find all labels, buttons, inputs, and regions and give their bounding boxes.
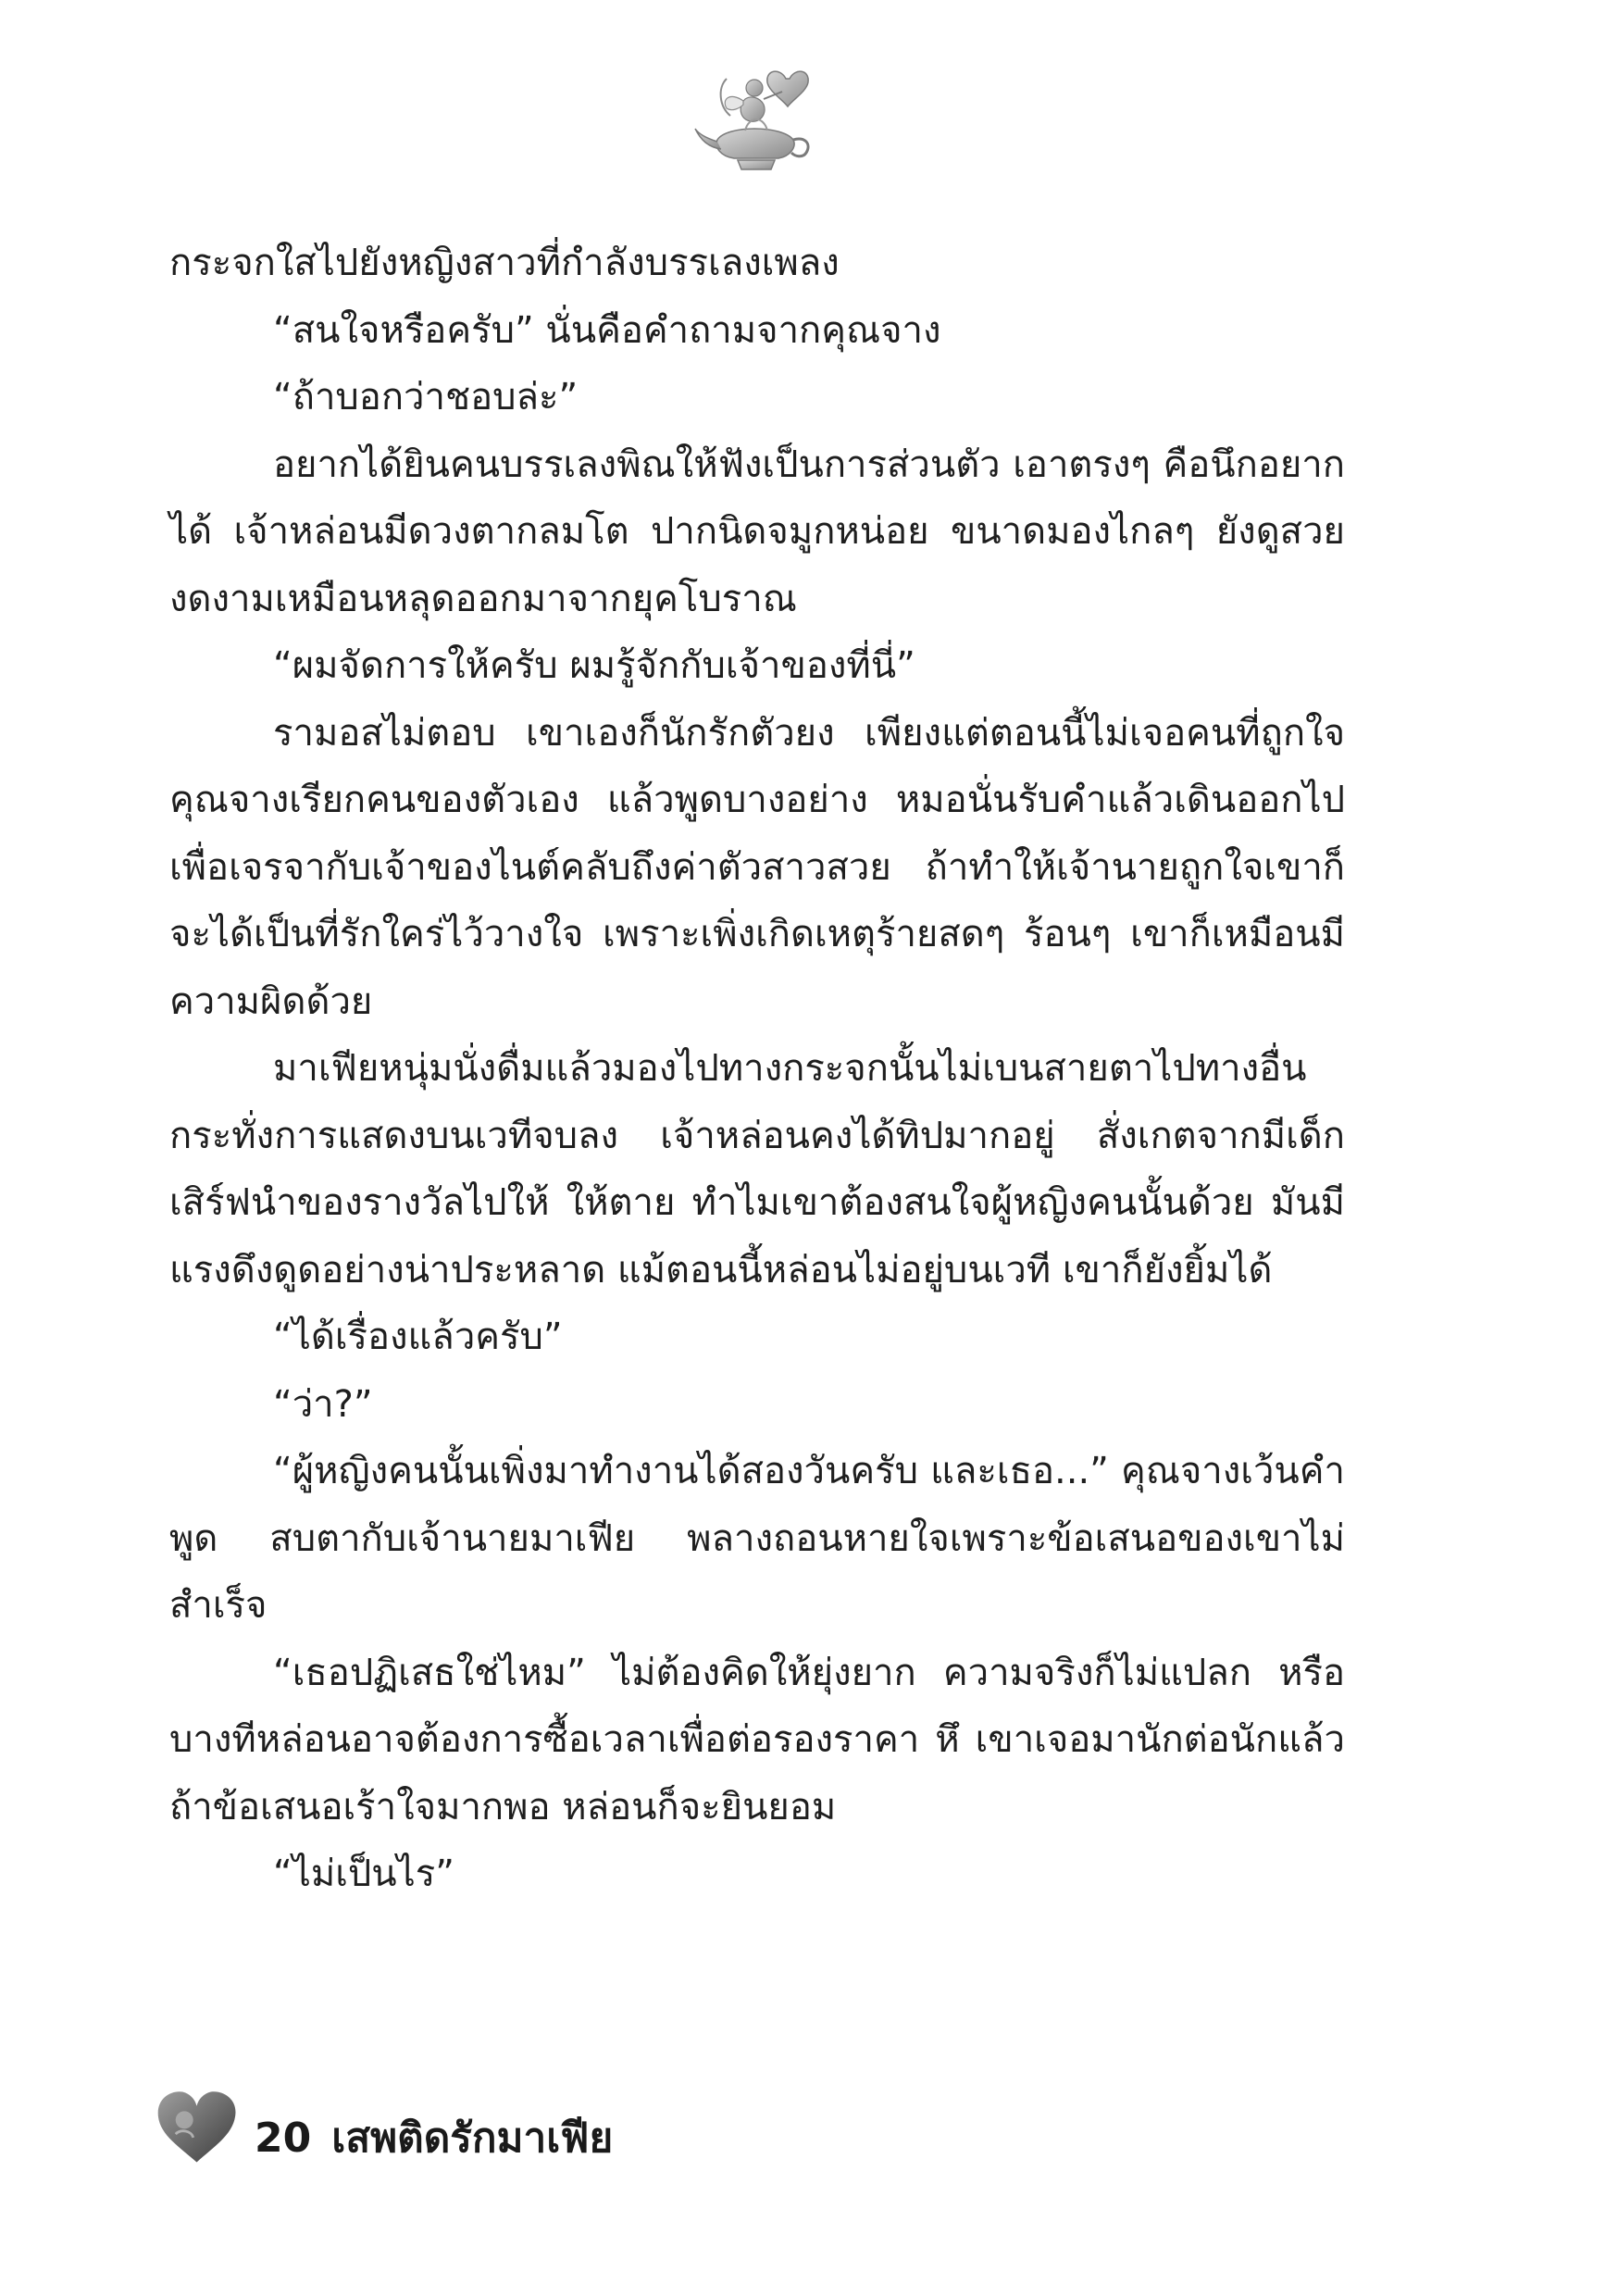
book-title: เสพติดรักมาเฟีย: [331, 2115, 614, 2162]
page-footer: [153, 2083, 986, 2185]
paragraph-1: กระจกใสไปยังหญิงสาวที่กำลังบรรเลงเพลง: [169, 242, 840, 284]
paragraph-3: “ถ้าบอกว่าชอบล่ะ”: [273, 376, 579, 418]
paragraph-9: “ว่า?”: [273, 1382, 373, 1426]
paragraph-5: “ผมจัดการให้ครับ ผมรู้จักกับเจ้าของที่นี่”: [273, 644, 915, 687]
cupid-teapot-ornament-icon: [690, 51, 828, 190]
paragraph-11: “เธอปฏิเสธใช่ไหม” ไม่ต้องคิดให้ยุ่งยาก ความจริงก็ไม่แปลก หรือบางทีหล่อนอาจต้องการซื้อเวลาเพื่อต่อรองราคา หึ เขาเจอมานักต่อนักแล้ว ถ้าข้อเสนอเร้าใจมากพอ หล่อนก็จะยินยอม: [169, 1651, 1345, 1828]
paragraph-2: “สนใจหรือครับ” นั่นคือคำถามจากคุณจาง: [273, 308, 941, 352]
heart-icon: [153, 2083, 241, 2171]
footer-label: [255, 2111, 613, 2166]
text-body: [169, 230, 1345, 1908]
paragraph-10: “ผู้หญิงคนนั้นเพิ่งมาทำงานได้สองวันครับ และเธอ...” คุณจางเว้นคำพูด สบตากับเจ้านายมาเฟีย พลางถอนหายใจเพราะข้อเสนอของเขาไม่สำเร็จ: [169, 1450, 1345, 1627]
paragraph-12: “ไม่เป็นไร”: [273, 1853, 454, 1895]
paragraph-7: มาเฟียหนุ่มนั่งดื่มแล้วมองไปทางกระจกนั้นไม่เบนสายตาไปทางอื่น กระทั่งการแสดงบนเวทีจบลง เจ้าหล่อนคงได้ทิปมากอยู่ สั่งเกตจากมีเด็กเสิร์ฟนำของรางวัลไปให้ ให้ตาย ทำไมเขาต้องสนใจผู้หญิงคนนั้นด้วย มันมีแรงดึงดูดอย่างน่าประหลาด แม้ตอนนี้หล่อนไม่อยู่บนเวที เขาก็ยังยิ้มได้: [169, 1047, 1345, 1292]
paragraph-6: รามอสไม่ตอบ เขาเองก็นักรักตัวยง เพียงแต่ตอนนี้ไม่เจอคนที่ถูกใจ คุณจางเรียกคนของตัวเอง แล้วพูดบางอย่าง หมอนั่นรับคำแล้วเดินออกไปเพื่อเจรจากับเจ้าของไนต์คลับถึงค่าตัวสาวสวย ถ้าทำให้เจ้านายถูกใจเขาก็จะได้เป็นที่รักใคร่ไว้วางใจ เพราะเพิ่งเกิดเหตุร้ายสดๆ ร้อนๆ เขาก็เหมือนมีความผิดด้วย: [169, 711, 1345, 1023]
paragraph-4: อยากได้ยินคนบรรเลงพิณให้ฟังเป็นการส่วนตัว เอาตรงๆ คือนึกอยากได้ เจ้าหล่อนมีดวงตากลมโต ปากนิดจมูกหน่อย ขนาดมองไกลๆ ยังดูสวยงดงามเหมือนหลุดออกมาจากยุคโบราณ: [169, 443, 1345, 620]
paragraph-8: “ได้เรื่องแล้วครับ”: [273, 1316, 563, 1358]
page-number: 20: [255, 2115, 312, 2162]
